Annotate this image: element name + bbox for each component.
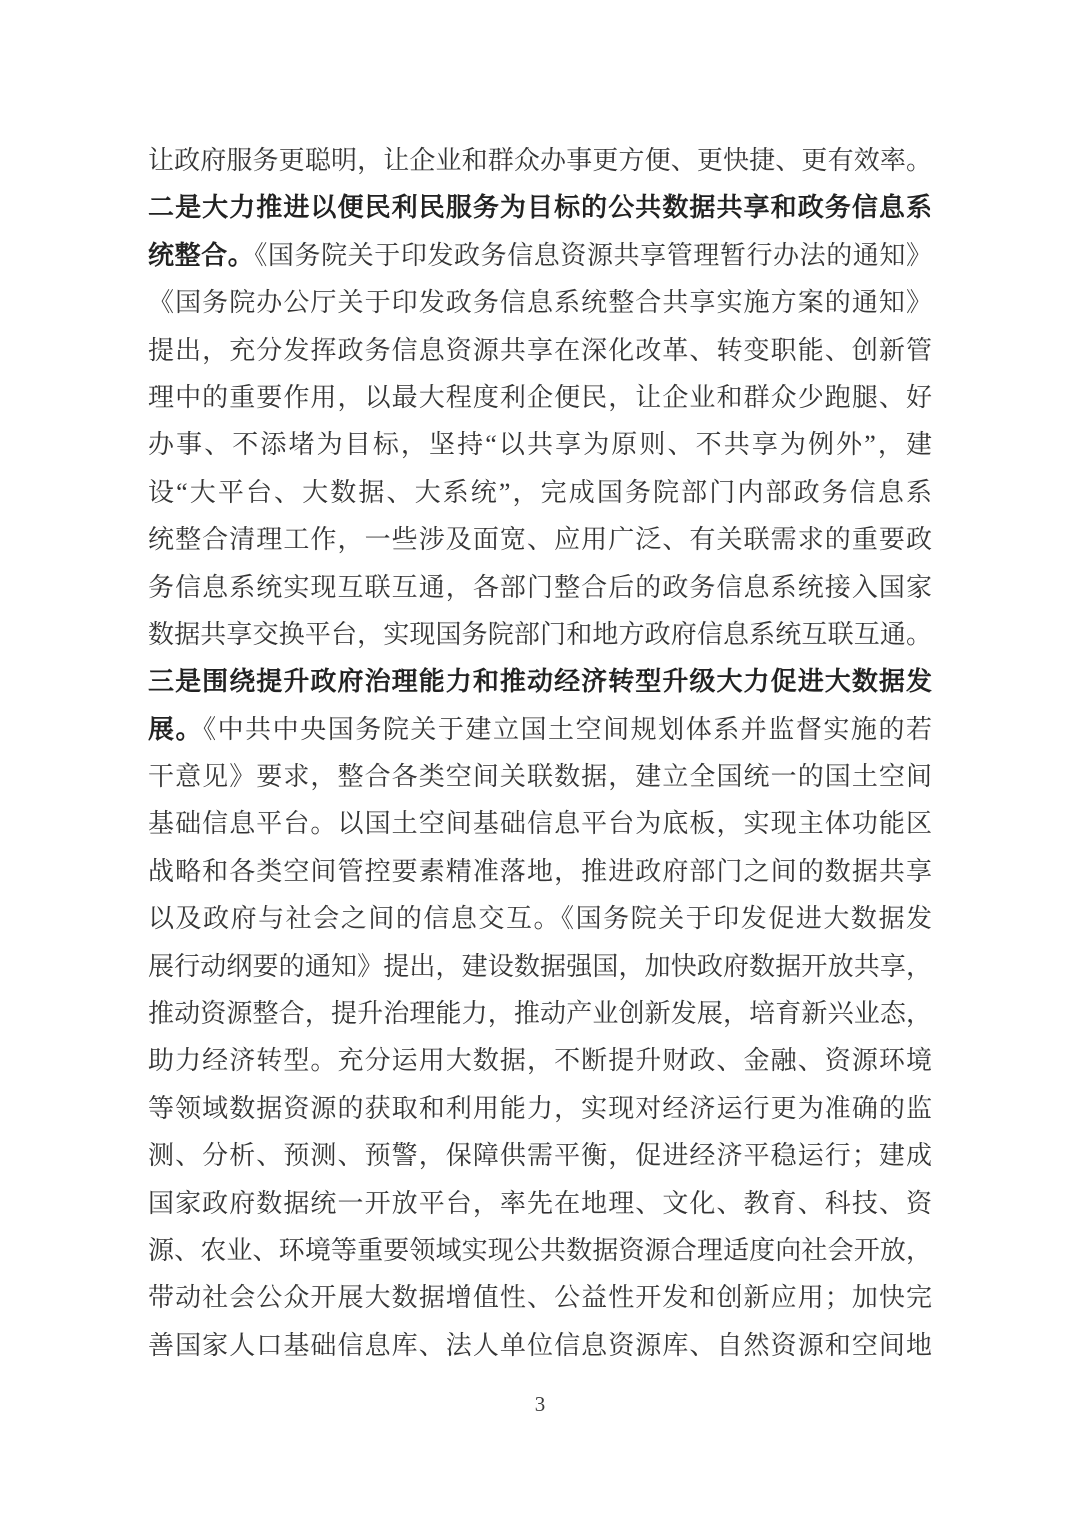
text-line (148, 1180, 932, 1227)
text-segment: 等领域数据资源的获取和利用能力，实现对经济运行更为准确的监 (148, 1093, 932, 1123)
text-line (148, 800, 932, 847)
text-line (148, 327, 932, 374)
text-segment: 展行动纲要的通知》提出，建设数据强国，加快政府数据开放共享， (148, 951, 932, 981)
text-segment: 让政府服务更聪明，让企业和群众办事更方便、更快捷、更有效率。 (148, 146, 932, 175)
text-line (148, 895, 932, 942)
text-line (148, 1274, 932, 1321)
text-segment: 善国家人口基础信息库、法人单位信息资源库、自然资源和空间地 (148, 1330, 932, 1360)
text-segment: 数据共享交换平台，实现国务院部门和地方政府信息系统互联互通。 (148, 619, 932, 649)
text-line (148, 943, 932, 990)
text-line (148, 184, 932, 231)
text-line (148, 374, 932, 421)
text-line (148, 516, 932, 563)
text-line (148, 469, 932, 516)
text-segment: 办事、不添堵为目标，坚持“以共享为原则、不共享为例外”，建 (148, 430, 932, 460)
text-line (148, 564, 932, 611)
bold-text-segment: 三是围绕提升政府治理能力和推动经济转型升级大力促进大数据发 (148, 667, 932, 697)
text-segment: 源、农业、环境等重要领域实现公共数据资源合理适度向社会开放， (148, 1235, 932, 1265)
bold-text-segment: 展。 (148, 714, 204, 744)
text-line (148, 1132, 932, 1179)
text-segment: 战略和各类空间管控要素精准落地，推进政府部门之间的数据共享 (148, 856, 932, 886)
document-body (148, 137, 932, 1369)
bold-text-segment: 统整合。 (148, 240, 255, 270)
text-segment: 《国务院办公厅关于印发政务信息系统整合共享实施方案的通知》 (148, 288, 932, 318)
text-line (148, 990, 932, 1037)
text-line (148, 658, 932, 705)
text-segment: 《国务院关于印发政务信息资源共享管理暂行办法的通知》 (254, 240, 932, 270)
page-number: 3 (534, 1392, 546, 1416)
text-line (148, 279, 932, 326)
text-segment: 基础信息平台。以国土空间基础信息平台为底板，实现主体功能区 (148, 809, 932, 839)
text-segment: 测、分析、预测、预警，保障供需平衡，促进经济平稳运行；建成 (148, 1141, 932, 1171)
text-segment: 推动资源整合，提升治理能力，推动产业创新发展，培育新兴业态， (148, 999, 932, 1029)
text-line (148, 611, 932, 658)
text-segment: 统整合清理工作，一些涉及面宽、应用广泛、有关联需求的重要政 (148, 525, 932, 555)
text-line (148, 706, 932, 753)
text-segment: 干意见》要求，整合各类空间关联数据，建立全国统一的国土空间 (148, 762, 932, 792)
text-segment: 《中共中央国务院关于建立国土空间规划体系并监督实施的若 (203, 714, 932, 744)
text-segment: 带动社会公众开展大数据增值性、公益性开发和创新应用；加快完 (148, 1283, 932, 1313)
text-segment: 助力经济转型。充分运用大数据，不断提升财政、金融、资源环境 (148, 1046, 932, 1076)
text-segment: 理中的重要作用，以最大程度利企便民，让企业和群众少跑腿、好 (148, 382, 932, 412)
text-segment: 以及政府与社会之间的信息交互。《国务院关于印发促进大数据发 (148, 904, 932, 934)
text-segment: 提出，充分发挥政务信息资源共享在深化改革、转变职能、创新管 (148, 335, 932, 365)
text-segment: 务信息系统实现互联互通，各部门整合后的政务信息系统接入国家 (148, 572, 932, 602)
text-line (148, 1227, 932, 1274)
text-segment: 国家政府数据统一开放平台，率先在地理、文化、教育、科技、资 (148, 1188, 932, 1218)
text-line (148, 137, 932, 184)
text-line (148, 1322, 932, 1369)
text-line (148, 1037, 932, 1084)
text-line (148, 1085, 932, 1132)
bold-text-segment: 二是大力推进以便民利民服务为目标的公共数据共享和政务信息系 (148, 193, 932, 223)
text-line (148, 753, 932, 800)
text-line (148, 848, 932, 895)
text-segment: 设“大平台、大数据、大系统”，完成国务院部门内部政务信息系 (148, 477, 932, 507)
text-line (148, 421, 932, 468)
text-line (148, 232, 932, 279)
